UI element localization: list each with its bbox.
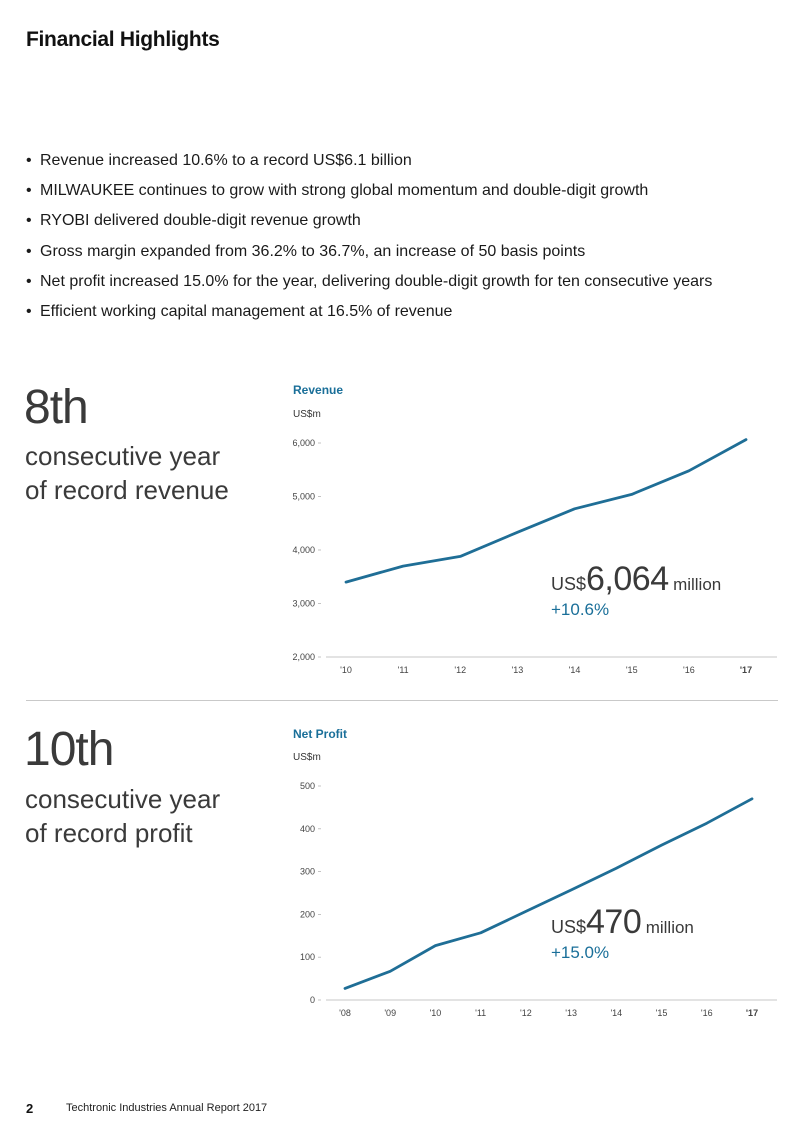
highlight-text: Net profit increased 15.0% for the year, delivering double-digit growth for ten consecutive years — [40, 272, 713, 290]
y-tick-label: 400 — [299, 823, 315, 834]
revenue-chart-title: Revenue — [293, 383, 344, 397]
highlight-item — [26, 206, 786, 236]
x-tick-label: '10 — [429, 1008, 442, 1018]
profit-callout-change: +15.0% — [551, 943, 610, 962]
highlight-item — [26, 267, 786, 297]
profit-ordinal: 10th — [24, 723, 114, 776]
profit-callout-unit: million — [645, 918, 694, 937]
x-tick-label: '10 — [340, 665, 352, 675]
x-tick-label: '12 — [520, 1008, 532, 1018]
y-tick-label: 6,000 — [292, 438, 315, 448]
x-tick-label: '13 — [565, 1008, 577, 1018]
y-tick-label: 2,000 — [292, 652, 315, 662]
highlight-text: MILWAUKEE continues to grow with strong global momentum and double-digit growth — [40, 182, 649, 200]
x-tick-label: '08 — [339, 1008, 351, 1018]
revenue-caption-line1: consecutive year — [25, 441, 221, 471]
x-tick-label: '12 — [454, 665, 467, 675]
highlight-item — [26, 237, 786, 267]
highlights-list — [26, 146, 786, 327]
page-number: 2 — [26, 1101, 34, 1116]
x-tick-label: '14 — [610, 1008, 623, 1018]
revenue-callout-unit: million — [673, 575, 722, 594]
revenue-callout — [551, 560, 721, 599]
x-tick-label: '16 — [682, 665, 695, 675]
highlight-item — [26, 146, 786, 176]
footer-publication: Techtronic Industries Annual Report 2017 — [66, 1102, 268, 1114]
bullet-glyph: • — [26, 212, 32, 230]
profit-caption — [25, 782, 285, 850]
x-tick-label: '11 — [397, 665, 409, 675]
revenue-caption — [25, 439, 285, 507]
revenue-callout-currency: US$ — [551, 574, 587, 594]
x-tick-label: '17 — [739, 665, 753, 675]
highlight-text: Gross margin expanded from 36.2% to 36.7%, an increase of 50 basis points — [40, 242, 586, 260]
section-divider — [26, 700, 778, 701]
y-tick-label: 100 — [299, 952, 315, 963]
x-tick-label: '15 — [655, 1008, 668, 1018]
profit-chart — [280, 768, 780, 1028]
y-tick-label: 0 — [309, 995, 315, 1005]
revenue-caption-line2: of record revenue — [25, 475, 229, 505]
profit-callout-value: 470 — [586, 903, 642, 941]
x-tick-label: '13 — [511, 665, 524, 675]
bullet-glyph: • — [26, 152, 32, 169]
revenue-chart-unit: US$m — [293, 409, 321, 420]
profit-caption-line2: of record profit — [25, 818, 193, 848]
bullet-glyph: • — [26, 182, 32, 200]
highlight-item — [26, 297, 786, 327]
y-tick-label: 300 — [299, 866, 315, 877]
revenue-callout-change: +10.6% — [551, 600, 610, 619]
bullet-glyph: • — [26, 303, 32, 321]
profit-callout — [551, 903, 694, 942]
x-tick-label: '16 — [700, 1008, 713, 1018]
bullet-glyph: • — [26, 242, 32, 260]
revenue-chart — [280, 425, 780, 685]
y-tick-label: 5,000 — [292, 491, 315, 502]
x-tick-label: '15 — [625, 665, 638, 675]
y-tick-label: 3,000 — [292, 598, 315, 609]
page-title: Financial Highlights — [26, 28, 220, 51]
x-tick-label: '14 — [568, 665, 581, 675]
x-tick-label: '11 — [475, 1008, 487, 1018]
y-tick-label: 200 — [299, 909, 315, 920]
y-tick-label: 500 — [299, 781, 315, 791]
series-line — [345, 799, 752, 989]
highlight-text: Efficient working capital management at 16.5% of revenue — [40, 303, 453, 321]
revenue-callout-value: 6,064 — [586, 560, 669, 598]
profit-chart-unit: US$m — [293, 752, 321, 763]
profit-caption-line1: consecutive year — [25, 784, 221, 814]
x-tick-label: '09 — [384, 1008, 397, 1018]
highlight-text: Revenue increased 10.6% to a record US$6.1 billion — [40, 152, 412, 169]
revenue-ordinal: 8th — [24, 381, 88, 434]
profit-callout-currency: US$ — [551, 917, 587, 937]
highlight-item — [26, 176, 786, 206]
y-tick-label: 4,000 — [292, 545, 315, 555]
profit-chart-title: Net Profit — [293, 727, 347, 741]
highlight-text: RYOBI delivered double-digit revenue growth — [40, 212, 361, 230]
x-tick-label: '17 — [745, 1008, 759, 1018]
bullet-glyph: • — [26, 272, 32, 290]
